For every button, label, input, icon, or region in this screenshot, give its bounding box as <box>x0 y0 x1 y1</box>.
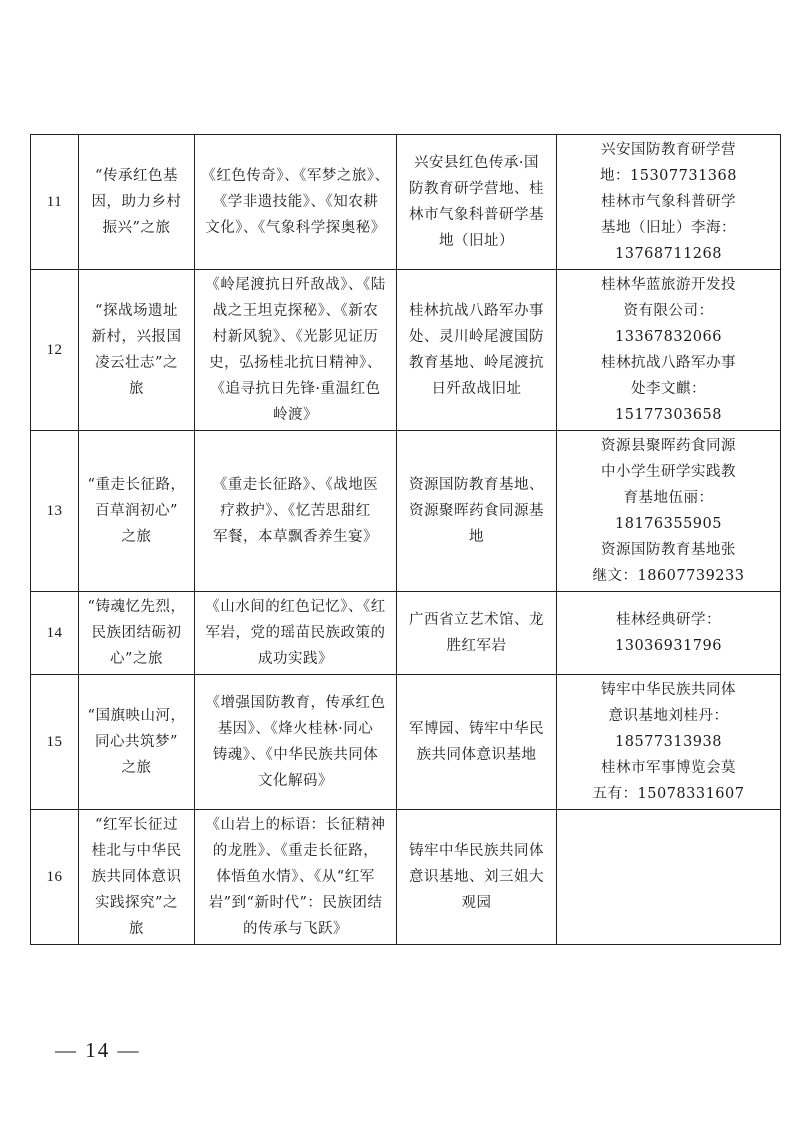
cell-text-line: 13768711268 <box>615 246 722 262</box>
cell-text-line: “红军长征过 <box>95 817 178 833</box>
cell-text-line: 兴安国防教育研学营 <box>601 142 736 158</box>
cell-text-line: 百草润初心” <box>95 503 178 519</box>
cell-text-line: “传承红色基 <box>95 168 178 184</box>
courses-cell <box>195 810 397 945</box>
cell-text-line: 文化解码》 <box>258 773 333 789</box>
bases-cell <box>397 810 557 945</box>
cell-text-line: 教育基地、岭尾渡抗 <box>409 355 544 371</box>
cell-text-line: 桂林市军事博览会莫 <box>601 760 736 776</box>
cell-text-line: 军餐，本草飘香养生宴》 <box>213 529 378 545</box>
cell-text-line: 《追寻抗日先锋·重温红色 <box>210 381 381 397</box>
cell-text-line: 岩”到“新时代”：民族团结 <box>208 895 383 911</box>
cell-text-line: 村新风貌》、《光影见证历 <box>212 329 379 345</box>
contacts-cell <box>557 810 781 945</box>
row-number-cell: 14 <box>31 592 79 675</box>
cell-text-line: 军博园、铸牢中华民 <box>409 721 544 737</box>
route-name-cell <box>79 431 195 592</box>
cell-text-line: 育基地伍丽： <box>623 490 714 506</box>
cell-text-line: 资源县聚晖药食同源 <box>601 438 736 454</box>
route-name-cell <box>79 270 195 431</box>
cell-text-line: 桂林抗战八路军办事 <box>409 303 544 319</box>
route-name-cell <box>79 592 195 675</box>
contacts-cell <box>557 592 781 675</box>
contacts-cell <box>557 135 781 270</box>
cell-text-line: 之旅 <box>121 529 152 545</box>
study-route-table <box>30 134 781 945</box>
cell-text-line: 族共同体意识基地 <box>416 747 537 763</box>
cell-text-line: 15177303658 <box>615 407 722 423</box>
cell-text-line: 铸魂》、《中华民族共同体 <box>212 747 379 763</box>
cell-text-line: 地：15307731368 <box>600 168 737 184</box>
table-row <box>31 270 781 431</box>
cell-text-line: 林市气象科普研学基 <box>409 207 544 223</box>
cell-text-line: 铸牢中华民族共同体 <box>409 843 544 859</box>
cell-text-line: 凌云壮志”之 <box>95 355 178 371</box>
cell-text-line: 体悟鱼水情》、《从“红军 <box>216 869 375 885</box>
cell-text-line: 新村，兴报国 <box>91 329 182 345</box>
cell-text-line: 同心共筑梦” <box>95 734 178 750</box>
row-number-cell: 15 <box>31 675 79 810</box>
cell-text-line: 处李文麒： <box>631 381 706 397</box>
cell-text-line: 基因》、《烽火桂林·同心 <box>217 721 374 737</box>
cell-text-line: 旅 <box>129 381 144 397</box>
contacts-cell <box>557 431 781 592</box>
cell-text-line: 《重走长征路》、《战地医 <box>212 477 379 493</box>
cell-text-line: 振兴”之旅 <box>102 220 171 236</box>
cell-text-line: 地 <box>469 529 484 545</box>
cell-text-line: 军岩，党的瑶苗民族政策的 <box>205 625 386 641</box>
cell-text-line: 实践探究”之 <box>95 895 178 911</box>
cell-text-line: 防教育研学营地、桂 <box>409 181 544 197</box>
cell-text-line: 岭渡》 <box>273 407 318 423</box>
bases-cell <box>397 675 557 810</box>
cell-text-line: 资有限公司： <box>623 303 714 319</box>
courses-cell <box>195 675 397 810</box>
row-number-cell: 12 <box>31 270 79 431</box>
cell-text-line: 胜红军岩 <box>446 638 507 654</box>
cell-text-line: 桂林经典研学： <box>616 612 721 628</box>
cell-text-line: “重走长征路， <box>87 477 186 493</box>
courses-cell <box>195 270 397 431</box>
bases-cell <box>397 135 557 270</box>
page-number: — 14 — <box>55 1038 141 1062</box>
cell-text-line: 桂林市气象科普研学 <box>601 194 736 210</box>
row-number-cell: 13 <box>31 431 79 592</box>
route-name-cell <box>79 675 195 810</box>
cell-text-line: 继文：18607739233 <box>592 568 745 584</box>
cell-text-line: 日歼敌战旧址 <box>431 381 522 397</box>
table-body <box>31 135 781 945</box>
cell-text-line: 处、灵川岭尾渡国防 <box>409 329 544 345</box>
contacts-cell <box>557 675 781 810</box>
cell-text-line: “铸魂忆先烈， <box>87 599 186 615</box>
cell-text-line: 因，助力乡村 <box>91 194 182 210</box>
cell-text-line: 文化》、《气象科学探奥秘》 <box>205 220 386 236</box>
table-row <box>31 675 781 810</box>
cell-text-line: 桂林华蓝旅游开发投 <box>601 277 736 293</box>
courses-cell <box>195 592 397 675</box>
cell-text-line: 之旅 <box>121 760 152 776</box>
cell-text-line: 的传承与飞跃》 <box>243 921 348 937</box>
cell-text-line: “探战场遗址 <box>95 303 178 319</box>
cell-text-line: 13036931796 <box>615 638 722 654</box>
cell-text-line: 观园 <box>461 895 492 911</box>
cell-text-line: 资源国防教育基地、 <box>409 477 544 493</box>
cell-text-line: 《山水间的红色记忆》、《红 <box>205 599 386 615</box>
bases-cell <box>397 592 557 675</box>
table-row <box>31 135 781 270</box>
row-number-cell: 16 <box>31 810 79 945</box>
cell-text-line: 资源聚晖药食同源基 <box>409 503 544 519</box>
cell-text-line: 18176355905 <box>615 516 722 532</box>
cell-text-line: 18577313938 <box>615 734 722 750</box>
cell-text-line: 战之王坦克探秘》、《新农 <box>212 303 379 319</box>
cell-text-line: 13367832066 <box>615 329 722 345</box>
table-row <box>31 810 781 945</box>
cell-text-line: 《学非遗技能》、《知农耕 <box>212 194 379 210</box>
cell-text-line: 广西省立艺术馆、龙 <box>409 612 544 628</box>
route-name-cell <box>79 135 195 270</box>
table-row <box>31 431 781 592</box>
bases-cell <box>397 270 557 431</box>
courses-cell <box>195 431 397 592</box>
cell-text-line: 史，弘扬桂北抗日精神》、 <box>209 355 382 371</box>
cell-text-line: 疗救护》、《忆苦思甜红 <box>220 503 371 519</box>
contacts-cell <box>557 270 781 431</box>
cell-text-line: 族共同体意识 <box>91 869 182 885</box>
cell-text-line: 兴安县红色传承·国 <box>413 155 540 171</box>
cell-text-line: 基地（旧址）李海： <box>601 220 736 236</box>
bases-cell <box>397 431 557 592</box>
cell-text-line: 《岭尾渡抗日歼敌战》、《陆 <box>205 277 386 293</box>
row-number-cell: 11 <box>31 135 79 270</box>
cell-text-line: 桂林抗战八路军办事 <box>601 355 736 371</box>
cell-text-line: 意识基地刘桂丹： <box>608 708 729 724</box>
cell-text-line: 《红色传奇》、《军梦之旅》、 <box>201 168 390 184</box>
cell-text-line: 《增强国防教育，传承红色 <box>205 695 386 711</box>
cell-text-line: 意识基地、刘三姐大 <box>409 869 544 885</box>
cell-text-line: 铸牢中华民族共同体 <box>601 682 736 698</box>
cell-text-line: 民族团结砺初 <box>91 625 182 641</box>
cell-text-line: “国旗映山河， <box>87 708 186 724</box>
cell-text-line: 成功实践》 <box>258 651 333 667</box>
cell-text-line: 桂北与中华民 <box>91 843 182 859</box>
cell-text-line: 旅 <box>129 921 144 937</box>
cell-text-line: 中小学生研学实践教 <box>601 464 736 480</box>
cell-text-line: 心”之旅 <box>110 651 163 667</box>
cell-text-line: 《山岩上的标语：长征精神 <box>205 817 386 833</box>
cell-text-line: 资源国防教育基地张 <box>601 542 736 558</box>
table-row <box>31 592 781 675</box>
cell-text-line: 的龙胜》、《重走长征路， <box>212 843 379 859</box>
cell-text-line: 地（旧址） <box>439 233 514 249</box>
route-name-cell <box>79 810 195 945</box>
courses-cell <box>195 135 397 270</box>
cell-text-line: 五有：15078331607 <box>592 786 745 802</box>
